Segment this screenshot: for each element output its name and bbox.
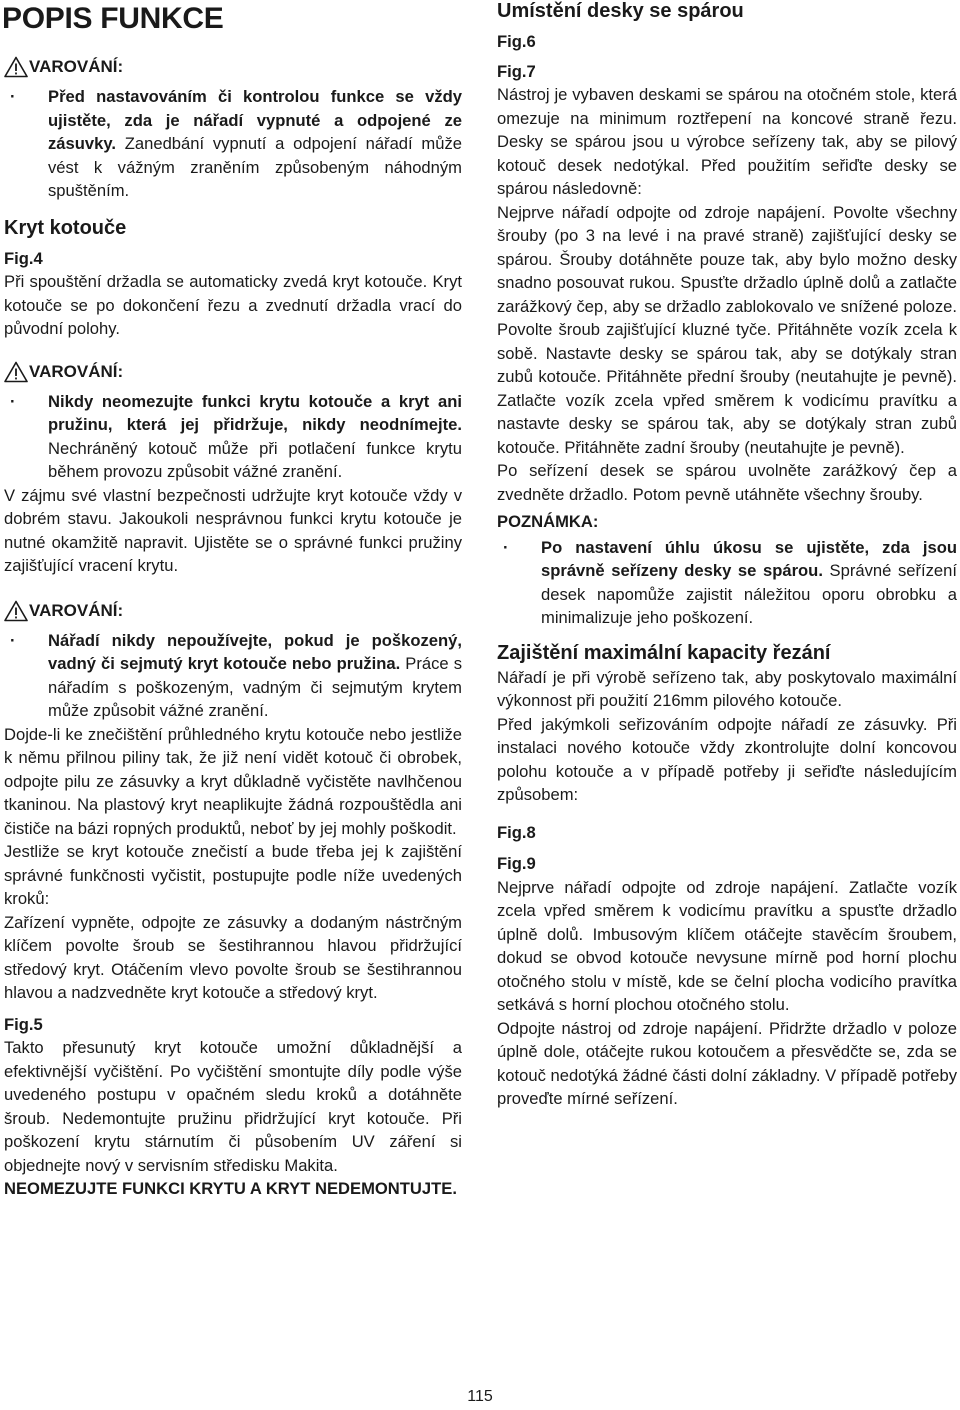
warning-item	[4, 85, 462, 203]
figure-ref: Fig.9	[497, 854, 536, 873]
page-number: 115	[467, 1388, 493, 1405]
figure-ref: Fig.6	[497, 32, 536, 51]
warning-label: VAROVÁNÍ:	[29, 57, 124, 76]
warning-icon	[4, 600, 28, 622]
note-bold-text: Po nastavení úhlu úkosu se ujistěte, zda jsou správně seřízeny desky se spárou.	[541, 537, 957, 580]
warning-icon	[4, 56, 28, 78]
bullet-icon: ·	[503, 537, 509, 557]
warning-text: Nechráněný kotouč může při potlačení funkce krytu během provozu způsobit vážné zranění.	[48, 438, 462, 481]
note-text: Správné seřízení desek napomůže zajistit náležitou oporu obrobku a minimalizuje jeho poškození.	[541, 561, 957, 627]
paragraph: V zájmu své vlastní bezpečnosti udržujte kryt kotouče vždy v dobrém stavu. Jakoukoli nesprávnou funkci krytu kotouče je nutné okamžitě napravit. Ujistěte se o správné funkci pružiny zajišťující vracení krytu.	[4, 485, 462, 575]
note-item	[497, 536, 957, 630]
right-column	[497, 0, 957, 1111]
paragraph: Nejprve nářadí odpojte od zdroje napájení. Zatlačte vozík zcela vpřed směrem k vodicímu pravítku a spusťte držadlo úplně dolů. Imbusovým klíčem otáčejte stavěcím šroubem, dokud se obvod kotouče nevysune mírně pod horní plochu otočného stolu v místě, kde se čelní plocha vodicího pravítka setkává s horní plochou otočného stolu.	[497, 877, 957, 1014]
paragraph: Po seřízení desek se spárou uvolněte zarážkový čep a zvedněte držadlo. Potom pevně utáhněte všechny šrouby.	[497, 461, 957, 504]
warning-heading	[4, 359, 462, 385]
warning-item	[4, 390, 462, 484]
closing-warning: NEOMEZUJTE FUNKCI KRYTU A KRYT NEDEMONTUJTE.	[4, 1179, 457, 1198]
warning-text: Práce s nářadím s poškozeným, vadným či sejmutým krytem může způsobit vážné zranění.	[48, 654, 462, 720]
warning-label: VAROVÁNÍ:	[29, 361, 124, 381]
paragraph: Jestliže se kryt kotouče znečistí a bude třeba jej k zajištění správné funkčnosti vyčistit, postupujte podle níže uvedených kroků:	[4, 842, 462, 908]
paragraph: Takto přesunutý kryt kotouče umožní důkladnější a efektivnější vyčištění. Po vyčištění smontujte díly podle výše uvedeného postupu v opačném sledu kroků a dotáhněte šroub. Nedemontujte pružinu přidržující kryt kotouče. Při poškození krytu stárnutím či působením UV záření si objednejte nový v servisním středisku Makita.	[4, 1038, 462, 1175]
warning-label: VAROVÁNÍ:	[29, 600, 124, 620]
section-heading: Umístění desky se spárou	[497, 0, 744, 22]
paragraph: Zařízení vypněte, odpojte ze zásuvky a dodaným nástrčným klíčem povolte šroub se šestihrannou hlavou přidržující středový kryt. Otáčením vlevo povolte šroub se šestihrannou hlavou a nadzvedněte kryt kotouče a středový kryt.	[4, 912, 462, 1002]
warning-bold-text: Nikdy neomezujte funkci krytu kotouče a kryt ani pružinu, která jej přidržuje, nikdy neodnímejte.	[48, 391, 462, 434]
figure-ref: Fig.5	[4, 1014, 43, 1034]
bullet-icon: ·	[10, 87, 16, 106]
page-title: POPIS FUNKCE	[2, 2, 224, 35]
paragraph: Nářadí je při výrobě seřízeno tak, aby poskytovalo maximální výkonnost při použití 216mm pilového kotouče.	[497, 667, 957, 710]
paragraph: Nejprve nářadí odpojte od zdroje napájení. Povolte všechny šrouby (po 3 na levé i na pravé straně) zajišťující desky se spárou. Šrouby dotáhněte pouze tak, aby bylo možno desky snadno posouvat rukou. Spusťte držadlo úplně dolů a zatlačte zarážkový čep, aby se držadlo zablokovalo ve snížené poloze. Povolte šroub zajišťující kluzné tyče. Přitáhněte vozík zcela k sobě. Nastavte desky se spárou tak, aby se dotýkaly stran zubů kotouče. Přitáhněte přední šrouby (neutahujte je pevně). Zatlačte vozík zcela vpřed směrem k vodicímu pravítku a nastavte desky se spárou tak, aby se dotýkaly stran zubů kotouče. Přitáhněte zadní šrouby (neutahujte je pevně).	[497, 202, 957, 457]
warning-bold-text: Před nastavováním či kontrolou funkce se vždy ujistěte, zda je nářadí vypnuté a odpojené ze zásuvky.	[48, 87, 462, 153]
paragraph: Při spouštění držadla se automaticky zvedá kryt kotouče. Kryt kotouče se po dokončení řezu a zvednutí držadla vrací do původní polohy.	[4, 272, 462, 338]
note-label: POZNÁMKA:	[497, 512, 599, 531]
warning-icon	[4, 361, 28, 383]
paragraph: Odpojte nástroj od zdroje napájení. Přidržte držadlo v poloze úplně dole, otáčejte rukou kotoučem a přesvědčte se, zda se kotouč nedotýká žádné části dolní základny. V případě potřeby proveďte mírné seřízení.	[497, 1018, 957, 1108]
warning-heading	[4, 54, 462, 80]
paragraph: Dojde-li ke znečištění průhledného krytu kotouče nebo jestliže k němu přilnou piliny tak, že již není vidět kotouč či obrobek, odpojte pilu ze zásuvky a kryt důkladně vyčistěte navlhčenou tkaninou. Na plastový kryt neaplikujte žádná rozpouštědla ani čističe na bázi ropných produktů, neboť by jej mohly poškodit.	[4, 724, 462, 838]
figure-ref: Fig.7	[497, 61, 536, 81]
figure-ref: Fig.4	[4, 248, 43, 268]
warning-heading	[4, 598, 462, 624]
bullet-icon: ·	[10, 630, 16, 650]
warning-text: Zanedbání vypnutí a odpojení nářadí může vést k vážným zraněním způsobeným náhodným spuštěním.	[48, 134, 462, 200]
paragraph: Nástroj je vybaven deskami se spárou na otočném stole, která omezuje na minimum roztřepení na koncové straně řezu. Desky se spárou jsou u výrobce seřízeny tak, aby se pilový kotouč desek nedotýkal. Před použitím seřiďte desky se spárou následovně:	[497, 85, 957, 198]
section-heading: Zajištění maximální kapacity řezání	[497, 641, 831, 664]
bullet-icon: ·	[10, 391, 16, 411]
paragraph: Před jakýmkoli seřizováním odpojte nářadí ze zásuvky. Při instalaci nového kotouče vždy zkontrolujte dolní koncovou polohu kotouče a v případě potřeby ji seřiďte následujícím způsobem:	[497, 714, 957, 804]
warning-bold-text: Nářadí nikdy nepoužívejte, pokud je poškozený, vadný či sejmutý kryt kotouče nebo pružina.	[48, 630, 462, 673]
left-column	[4, 0, 462, 1201]
figure-ref: Fig.8	[497, 822, 536, 842]
warning-item	[4, 629, 462, 723]
section-heading: Kryt kotouče	[4, 216, 127, 239]
